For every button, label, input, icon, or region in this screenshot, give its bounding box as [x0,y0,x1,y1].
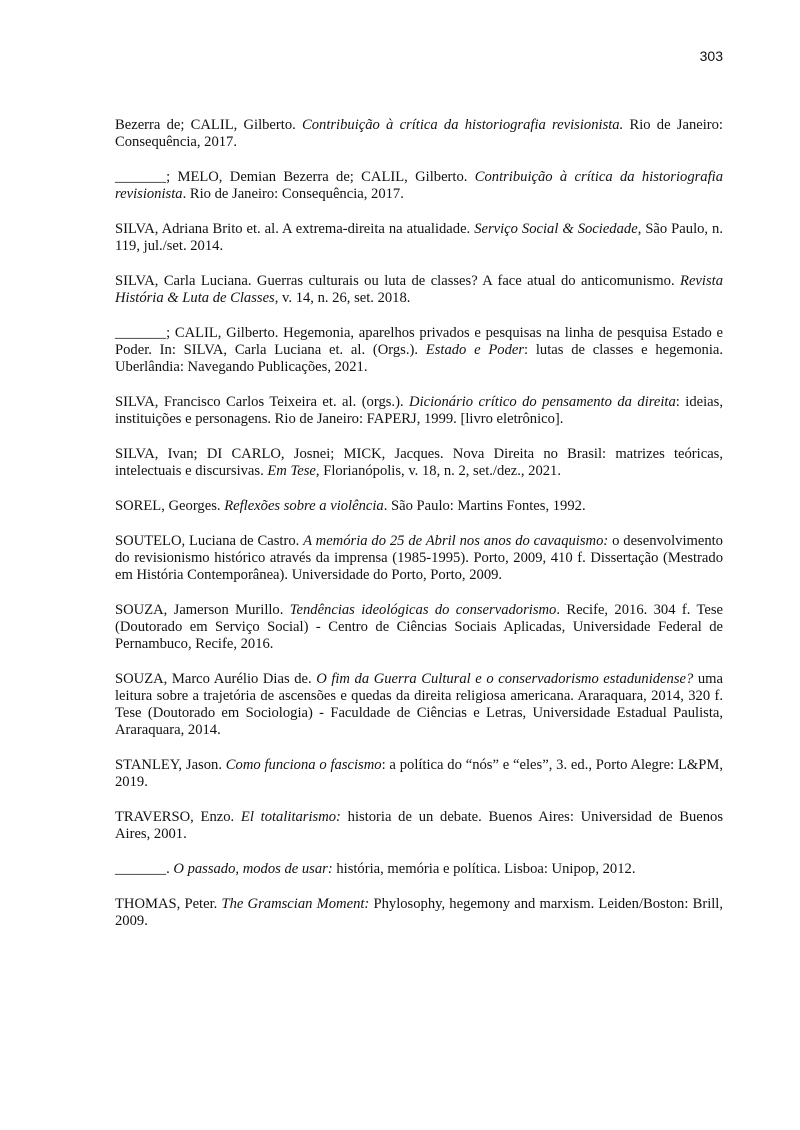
reference-title: The Gramscian Moment: [221,896,370,912]
reference-entry [115,498,723,515]
reference-entry [115,757,723,791]
reference-text: TRAVERSO, Enzo. [115,809,241,825]
reference-title: Dicionário crítico do pensamento da direita [409,394,676,410]
reference-text: SILVA, Adriana Brito et. al. A extrema-direita na atualidade. [115,221,475,237]
reference-title: Como funciona o fascismo [225,757,382,773]
reference-text: . São Paulo: Martins Fontes, 1992. [383,498,586,514]
reference-title: Estado e Poder [425,342,525,358]
reference-entry [115,602,723,653]
reference-title: O passado, modos de usar: [173,861,333,877]
reference-text: SOREL, Georges. [115,498,225,514]
reference-title: O fim da Guerra Cultural e o conservadorismo estadunidense? [316,671,694,687]
reference-text: história, memória e política. Lisboa: Unipop, 2012. [332,861,636,877]
reference-text: SOUTELO, Luciana de Castro. [115,533,304,549]
reference-entry [115,117,723,151]
reference-entry [115,671,723,739]
reference-text: _______; MELO, Demian Bezerra de; CALIL, Gilberto. [115,169,475,185]
reference-entry [115,394,723,428]
reference-title: Contribuição à crítica da historiografia revisionista [115,169,723,202]
reference-text: , São Paulo, n. 119, jul./set. 2014. [115,221,723,254]
reference-text: SOUZA, Jamerson Murillo. [115,602,290,618]
reference-title: Tendências ideológicas do conservadorismo [289,602,557,618]
reference-text: SILVA, Ivan; DI CARLO, Josnei; MICK, Jacques. Nova Direita no Brasil: matrizes teóricas, intelectuais e discursivas. [115,446,723,479]
reference-text: : a política do “nós” e “eles”, 3. ed., Porto Alegre: L&PM, 2019. [115,757,724,790]
reference-text: Bezerra de; CALIL, Gilberto. [115,117,302,133]
reference-entry [115,273,723,307]
reference-text: , v. 14, n. 26, set. 2018. [274,290,411,306]
reference-title: El totalitarismo: [240,809,341,825]
reference-title: Reflexões sobre a violência [224,498,384,514]
reference-text: SOUZA, Marco Aurélio Dias de. [115,671,317,687]
reference-text: THOMAS, Peter. [115,896,222,912]
reference-entry [115,325,723,376]
reference-title: Revista História & Luta de Classes [115,273,723,306]
reference-title: A memória do 25 de Abril nos anos do cavaquismo: [303,533,609,549]
reference-entry [115,446,723,480]
reference-entry [115,221,723,255]
reference-list [115,117,723,948]
reference-text: o desenvolvimento do revisionismo histórico através da imprensa (1985-1995). Porto, 2009, 410 f. Dissertação (Mestrado em História Contemporânea). Universidade do Porto, Porto, 2009. [115,533,723,583]
reference-text: : lutas de classes e hegemonia. Uberlândia: Navegando Publicações, 2021. [115,342,723,375]
reference-text: SILVA, Francisco Carlos Teixeira et. al. (orgs.). [115,394,410,410]
reference-text: Phylosophy, hegemony and marxism. Leiden/Boston: Brill, 2009. [115,896,724,929]
reference-entry [115,861,723,878]
reference-entry [115,169,723,203]
reference-entry [115,809,723,843]
reference-title: Em Tese [267,463,316,479]
reference-text: STANLEY, Jason. [115,757,226,773]
reference-text: Rio de Janeiro: Consequência, 2017. [115,117,723,150]
page-number: 303 [699,48,723,64]
reference-text: : ideias, instituições e personagens. Rio de Janeiro: FAPERJ, 1999. [livro eletrônico]. [115,394,723,427]
reference-entry [115,533,723,584]
reference-text: . Recife, 2016. 304 f. Tese (Doutorado em Serviço Social) - Centro de Ciências Sociais Aplicadas, Universidade Federal de Pernambuco, Recife, 2016. [115,602,724,652]
reference-text: _______. [115,861,174,877]
reference-entry [115,896,723,930]
reference-text: . Rio de Janeiro: Consequência, 2017. [182,186,404,202]
reference-text: uma leitura sobre a trajetória de ascensões e quedas da direita religiosa americana. Araraquara, 2014, 320 f. Tese (Doutorado em Sociologia) - Faculdade de Ciências e Letras, Universidade Estadual Paulista, Araraquara, 2014. [115,671,723,738]
reference-title: Serviço Social & Sociedade [474,221,638,237]
reference-text: historia de un debate. Buenos Aires: Universidad de Buenos Aires, 2001. [115,809,724,842]
reference-text: SILVA, Carla Luciana. Guerras culturais ou luta de classes? A face atual do anticomunismo. [115,273,681,289]
reference-text: _______; CALIL, Gilberto. Hegemonia, aparelhos privados e pesquisas na linha de pesquisa Estado e Poder. In: SILVA, Carla Luciana et. al. (Orgs.). [115,325,723,358]
reference-text: , Florianópolis, v. 18, n. 2, set./dez., 2021. [315,463,562,479]
reference-title: Contribuição à crítica da historiografia revisionista. [302,117,624,133]
